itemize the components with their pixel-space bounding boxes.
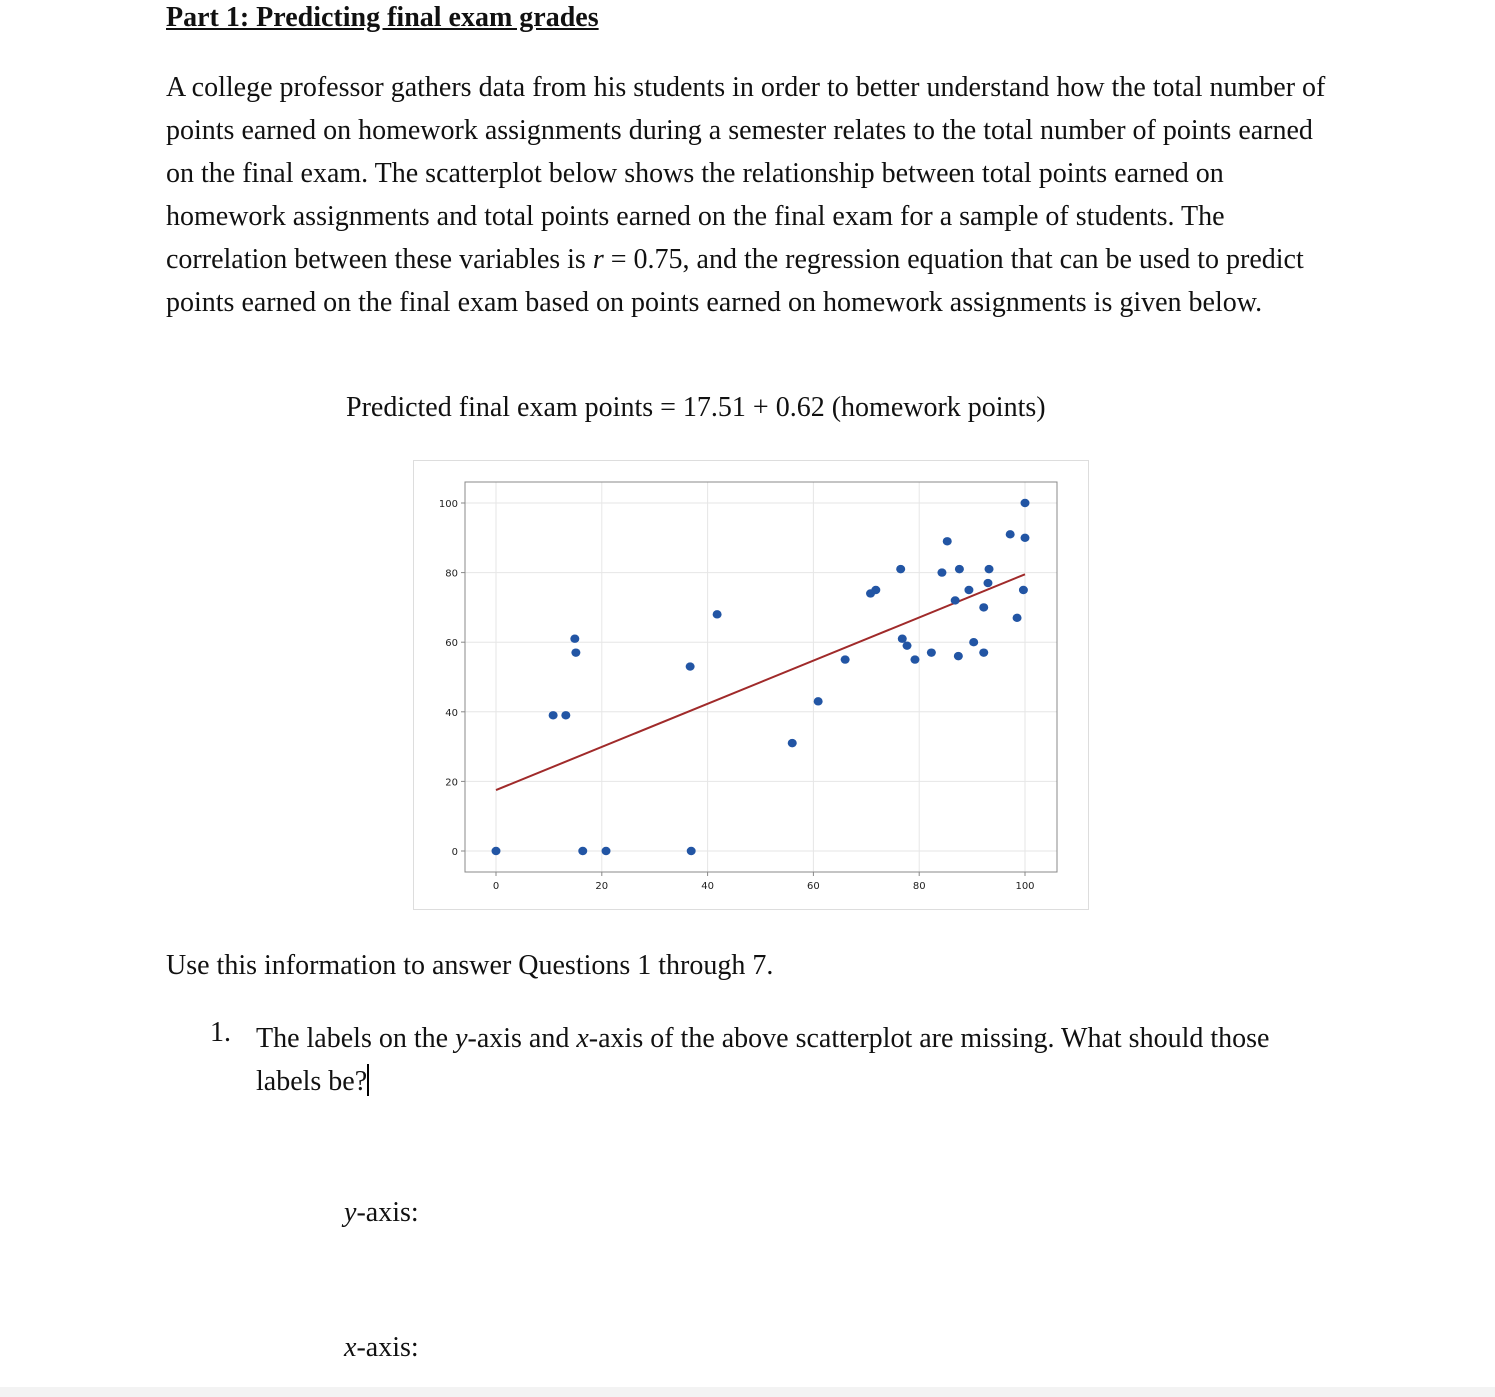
y-tick-label: 0 (451, 847, 458, 858)
data-point (549, 711, 558, 719)
data-point (1021, 534, 1030, 542)
data-point (954, 652, 963, 660)
data-point (492, 847, 501, 855)
data-point (788, 739, 797, 747)
y-var: y (455, 1023, 468, 1054)
data-point (979, 648, 988, 656)
instructions: Use this information to answer Questions 1 through 7. (166, 950, 774, 981)
data-point (903, 641, 912, 649)
data-point (898, 635, 907, 643)
x-tick-label: 60 (807, 881, 820, 892)
x-axis-answer-label[interactable] (344, 1332, 419, 1364)
data-point (571, 648, 580, 656)
data-point (969, 638, 978, 646)
data-point (561, 711, 570, 719)
x-tick-label: 40 (701, 881, 714, 892)
label-suffix: -axis: (356, 1332, 419, 1363)
q-text: The labels on the (256, 1023, 456, 1054)
y-tick-label: 80 (445, 568, 458, 580)
data-point (814, 697, 823, 705)
intro-paragraph (166, 66, 1341, 324)
intro-text: A college professor gathers data from his students in order to better understand how the total number of points earned on homework assignments during a semester relates to the total number of points earned on the final exam. The scatterplot below shows the relationship between total points earned on homework assignments and total points earned on the final exam for a sample of students. The correlation between these variables is (166, 72, 1326, 275)
data-point (841, 655, 850, 663)
data-point (896, 565, 905, 573)
data-point (602, 847, 611, 855)
y-axis-answer-label[interactable] (344, 1197, 419, 1229)
data-point (1019, 586, 1028, 594)
y-var: y (344, 1197, 357, 1228)
text-cursor (367, 1064, 369, 1096)
x-tick-label: 100 (1015, 881, 1035, 892)
data-point (713, 610, 722, 618)
data-point (955, 565, 964, 573)
y-tick-label: 100 (438, 499, 458, 510)
page-bottom-edge (0, 1387, 1495, 1397)
x-var: x (344, 1332, 357, 1363)
data-point (1021, 499, 1030, 507)
data-point (686, 662, 695, 670)
y-tick-label: 20 (445, 777, 458, 789)
data-point (983, 579, 992, 587)
data-point (871, 586, 880, 594)
data-point (1013, 614, 1022, 622)
label-suffix: -axis: (356, 1197, 419, 1228)
section-title: Part 1: Predicting final exam grades (166, 2, 599, 33)
data-point (687, 847, 696, 855)
data-point (578, 847, 587, 855)
scatterplot (413, 460, 1089, 910)
data-point (964, 586, 973, 594)
data-point (1006, 530, 1015, 538)
data-point (951, 596, 960, 604)
intro-text-end: = 0.75, and the regression equation that can be used to predict points earned on the final exam based on points earned on homework assignments is given below. (166, 244, 1304, 318)
q-text: -axis and (467, 1023, 577, 1054)
data-point (910, 655, 919, 663)
y-tick-label: 60 (445, 638, 458, 650)
y-tick-label: 40 (445, 707, 458, 719)
question-number: 1. (210, 1017, 231, 1048)
x-tick-label: 80 (912, 881, 926, 892)
data-point (937, 568, 946, 576)
x-var: x (576, 1023, 589, 1054)
data-point (985, 565, 994, 573)
data-point (927, 648, 936, 656)
question-1-text[interactable] (256, 1017, 1316, 1103)
x-tick-label: 20 (595, 881, 609, 892)
q-text: -axis of the above scatterplot are missing. What should those labels be? (256, 1023, 1270, 1097)
x-tick-label: 0 (492, 881, 500, 892)
regression-equation: Predicted final exam points = 17.51 + 0.62 (homework points) (346, 392, 1046, 423)
data-point (570, 635, 579, 643)
r-symbol: r (592, 244, 604, 275)
data-point (979, 603, 988, 611)
data-point (943, 537, 952, 545)
